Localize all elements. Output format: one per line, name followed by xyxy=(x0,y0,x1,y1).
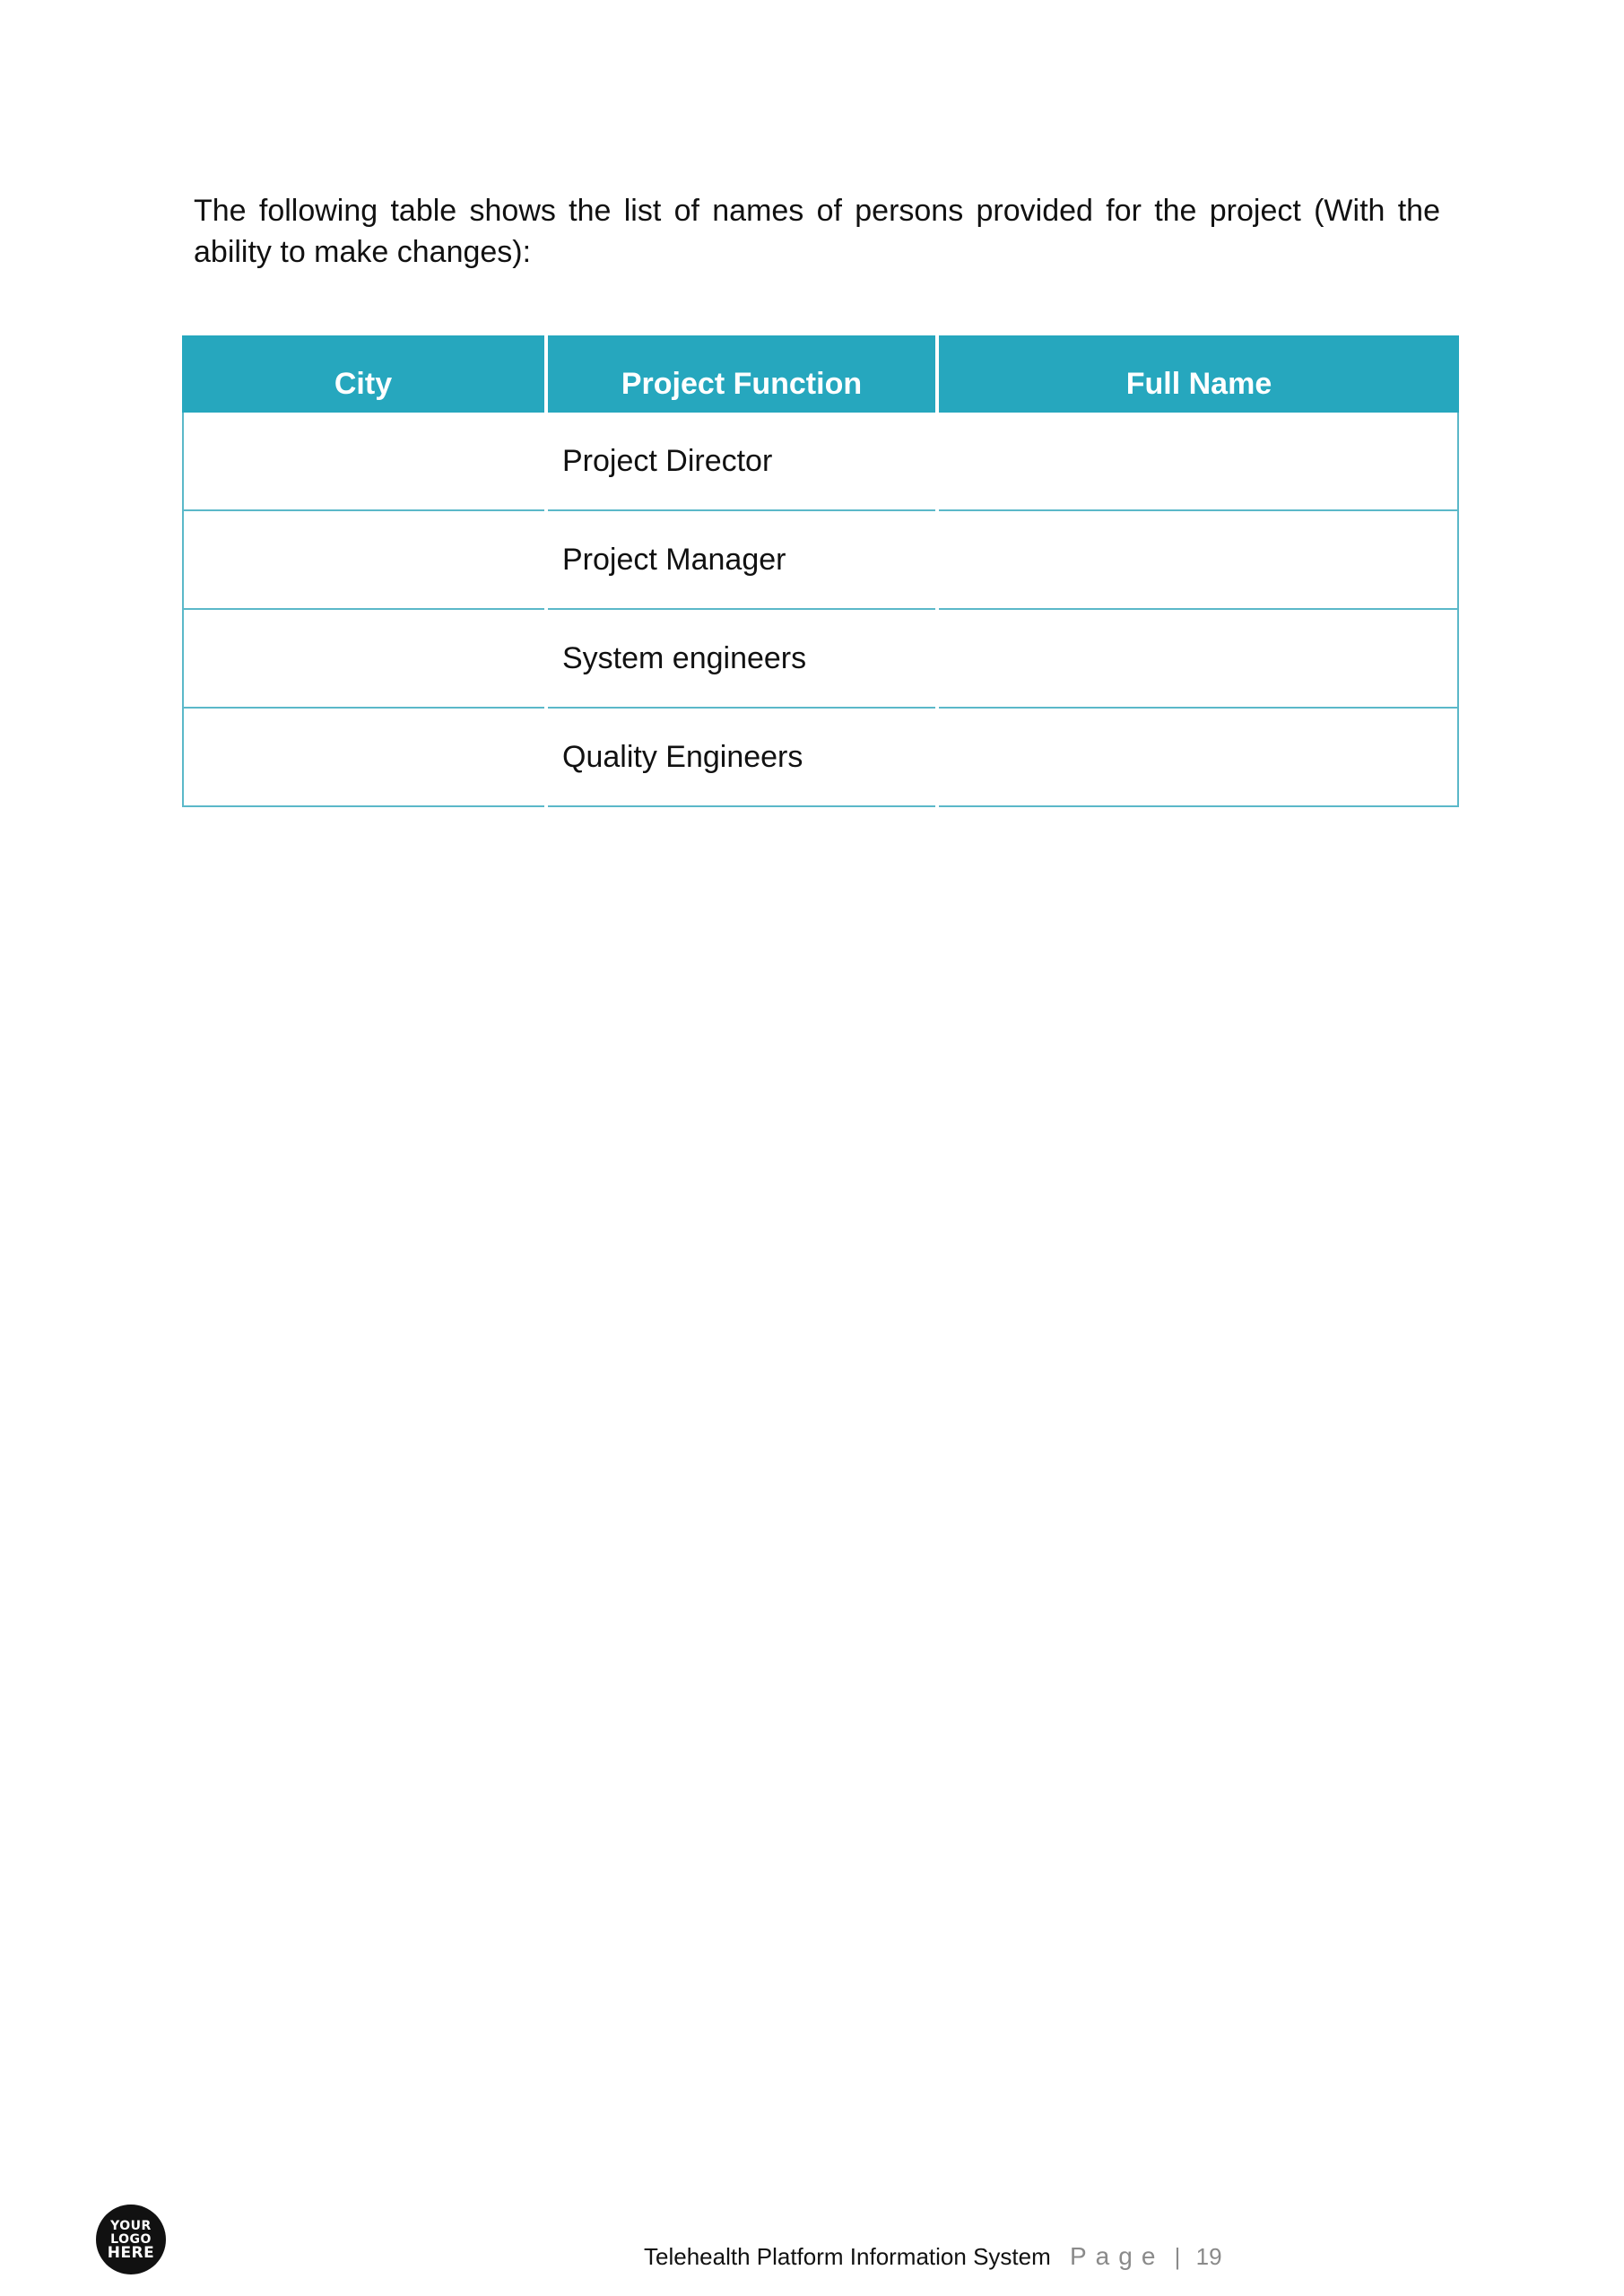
cell-project-function: Project Director xyxy=(548,413,935,511)
footer-document-title: Telehealth Platform Information System xyxy=(644,2243,1051,2270)
intro-paragraph: The following table shows the list of names of persons provided for the project (With the ability to make changes): xyxy=(194,194,1440,269)
table-row xyxy=(182,610,1459,709)
table-row xyxy=(182,413,1459,511)
logo-line: LOGO xyxy=(110,2231,152,2247)
personnel-table xyxy=(178,335,1463,807)
cell-project-function: System engineers xyxy=(548,610,935,709)
cell-full-name[interactable] xyxy=(939,610,1459,709)
footer-separator: | xyxy=(1174,2243,1181,2270)
header-city: City xyxy=(182,335,544,413)
cell-project-function: Quality Engineers xyxy=(548,709,935,807)
page-footer xyxy=(644,2242,1222,2271)
footer-page-label: Page xyxy=(1070,2242,1165,2270)
cell-city[interactable] xyxy=(182,709,544,807)
table-header-row xyxy=(182,335,1459,413)
cell-city[interactable] xyxy=(182,511,544,610)
header-full-name: Full Name xyxy=(939,335,1459,413)
cell-full-name[interactable] xyxy=(939,709,1459,807)
cell-full-name[interactable] xyxy=(939,413,1459,511)
table-row xyxy=(182,709,1459,807)
cell-city[interactable] xyxy=(182,413,544,511)
cell-project-function: Project Manager xyxy=(548,511,935,610)
footer-page-number: 19 xyxy=(1195,2243,1222,2270)
cell-full-name[interactable] xyxy=(939,511,1459,610)
table-row xyxy=(182,511,1459,610)
logo-line: HERE xyxy=(107,2243,155,2262)
logo-placeholder xyxy=(96,2205,166,2274)
logo-line: YOUR xyxy=(110,2218,152,2233)
cell-city[interactable] xyxy=(182,610,544,709)
header-project-function: Project Function xyxy=(548,335,935,413)
